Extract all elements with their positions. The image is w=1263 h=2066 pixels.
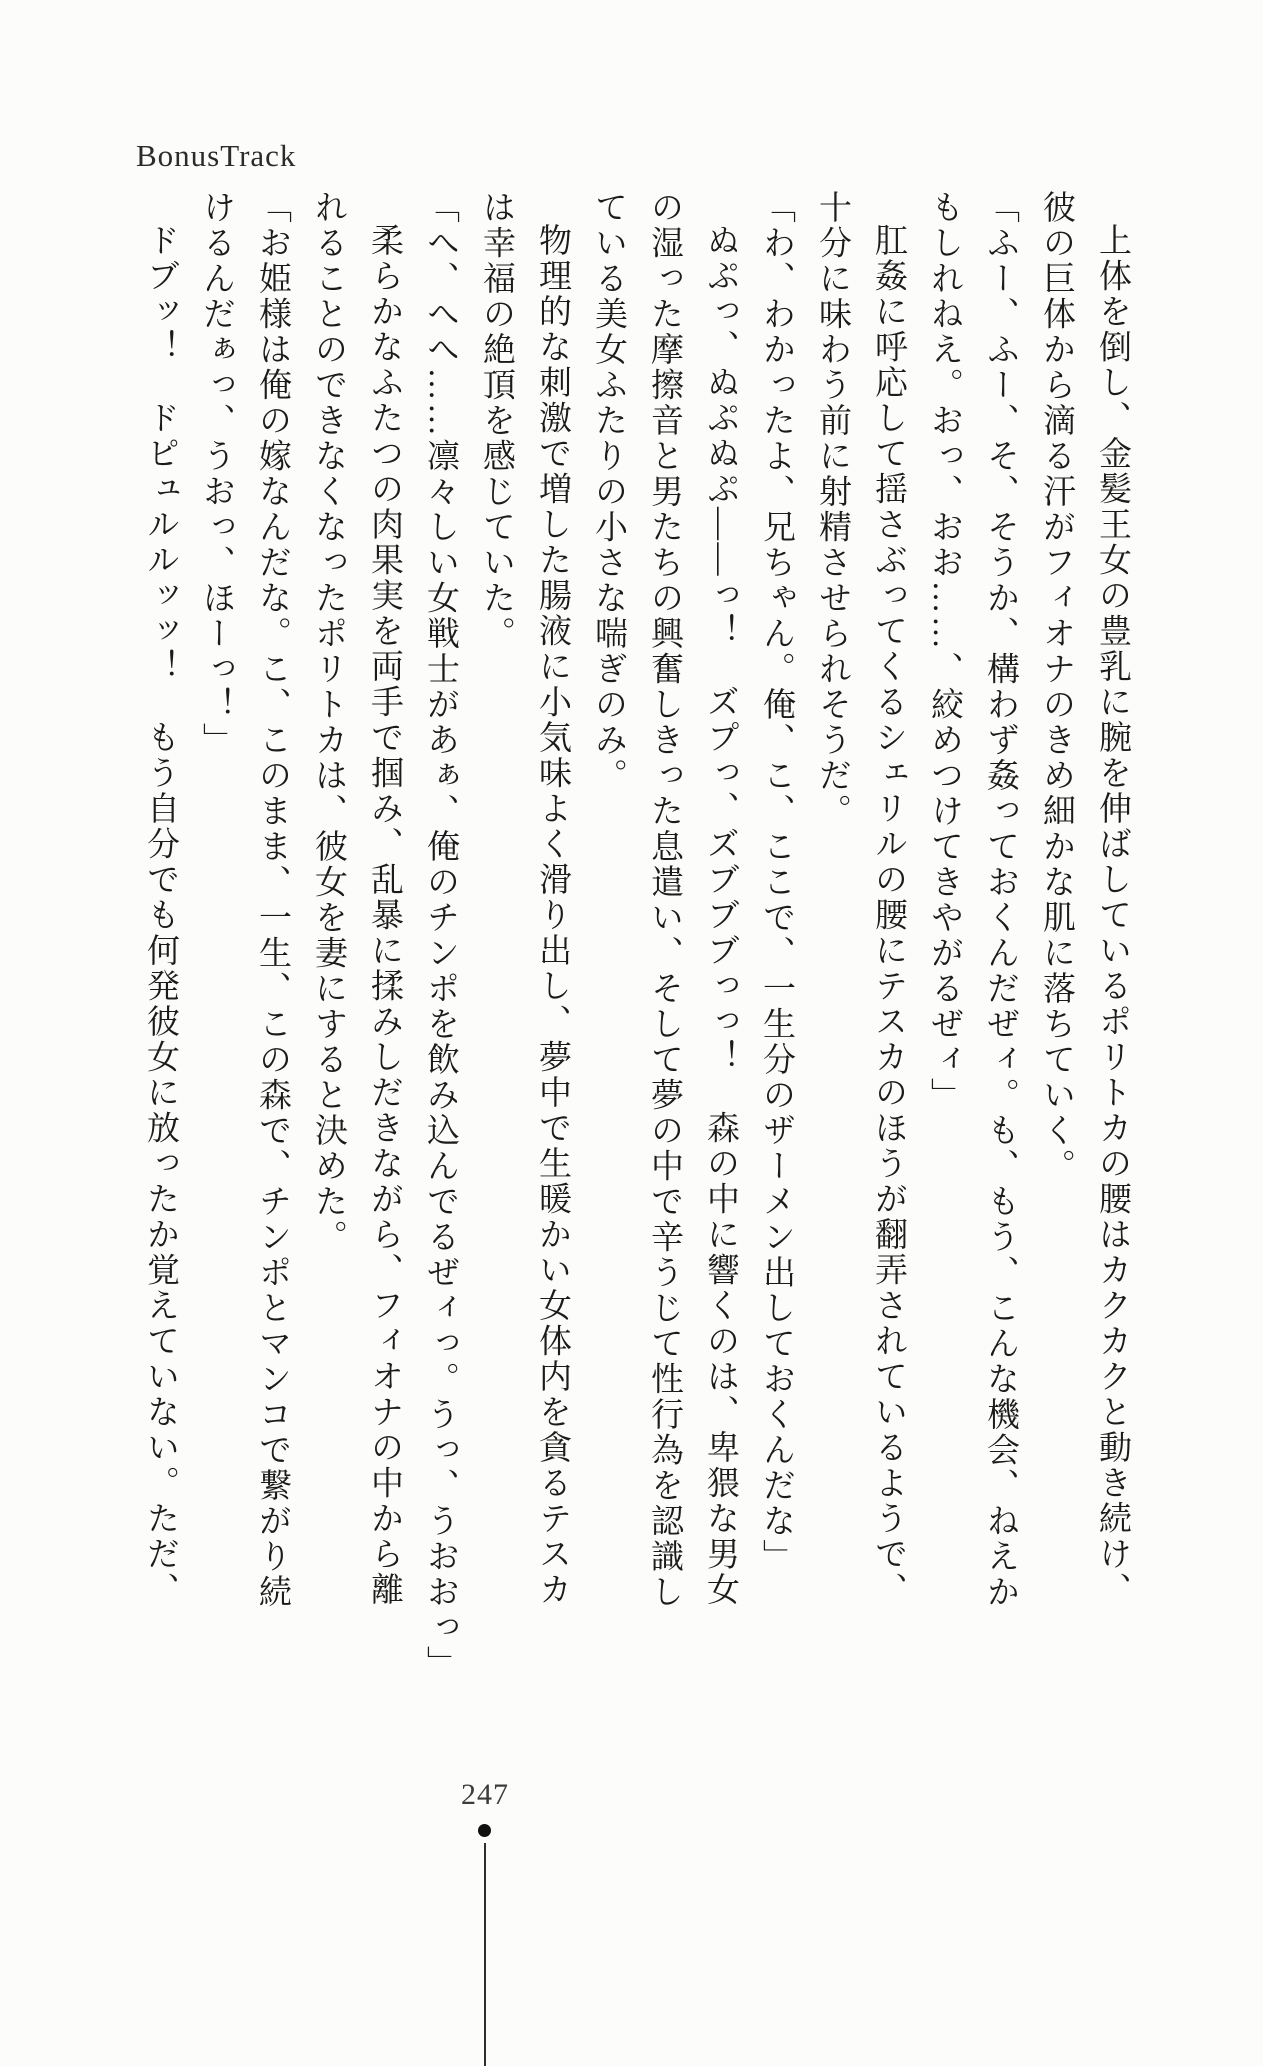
text-column-18: ドブッ！ ドピュルルッッ！ もう自分でも何発彼女に放ったか覚えていない。ただ、 bbox=[142, 223, 178, 1608]
text-column-2: 彼の巨体から滴る汗がフィオナのきめ細かな肌に落ちていく。 bbox=[1038, 190, 1074, 1184]
text-column-12: は幸福の絶頂を感じていた。 bbox=[478, 190, 514, 652]
text-column-7: 「わ、わかったよ、兄ちゃん。俺、こ、ここで、一生分のザーメン出しておくんだな」 bbox=[758, 190, 794, 1575]
text-column-1: 上体を倒し、金髪王女の豊乳に腕を伸ばしているポリトカの腰はカクカクと動き続け、 bbox=[1094, 223, 1130, 1608]
text-column-13: 「へ、へへ……凛々しい女戦士があぁ、俺のチンポを飲み込んでるぜィっ。うっ、うおおっ」 bbox=[422, 190, 458, 1681]
text-column-17: けるんだぁっ、うおっ、ほーっ！」 bbox=[198, 190, 234, 758]
text-column-6: 十分に味わう前に射精させられそうだ。 bbox=[814, 190, 850, 829]
text-column-3: 「ふー、ふー、そ、そうか、構わず姦っておくんだぜィ。も、もう、こんな機会、ねえか bbox=[982, 190, 1018, 1610]
page-marker-line bbox=[484, 1843, 486, 2066]
text-column-16: 「お姫様は俺の嫁なんだな。こ、このまま、一生、この森で、チンポとマンコで繋がり続 bbox=[254, 190, 290, 1610]
text-column-8: ぬぷっ、ぬぷぬぷ――っ！ ズプっ、ズブブブっっ！ 森の中に響くのは、卑猥な男女 bbox=[702, 223, 738, 1608]
text-column-5: 肛姦に呼応して揺さぶってくるシェリルの腰にテスカのほうが翻弄されているようで、 bbox=[870, 223, 906, 1608]
text-column-4: もしれねえ。おっ、おお……、絞めつけてきやがるぜィ」 bbox=[926, 190, 962, 1113]
text-column-9: の湿った摩擦音と男たちの興奮しきった息遣い、そして夢の中で辛うじて性行為を認識し bbox=[646, 190, 682, 1610]
chapter-running-header: BonusTrack bbox=[136, 138, 297, 173]
text-column-11: 物理的な刺激で増した腸液に小気味よく滑り出し、夢中で生暖かい女体内を貪るテスカ bbox=[534, 223, 570, 1608]
text-column-14: 柔らかなふたつの肉果実を両手で掴み、乱暴に揉みしだきながら、フィオナの中から離 bbox=[366, 223, 402, 1608]
text-column-10: ている美女ふたりの小さな喘ぎのみ。 bbox=[590, 190, 626, 794]
vertical-text-block bbox=[132, 190, 1140, 1710]
text-column-15: れることのできなくなったポリトカは、彼女を妻にすると決めた。 bbox=[310, 190, 346, 1255]
page-number: 247 bbox=[461, 1778, 509, 1811]
page-marker-dot-icon bbox=[478, 1824, 491, 1837]
